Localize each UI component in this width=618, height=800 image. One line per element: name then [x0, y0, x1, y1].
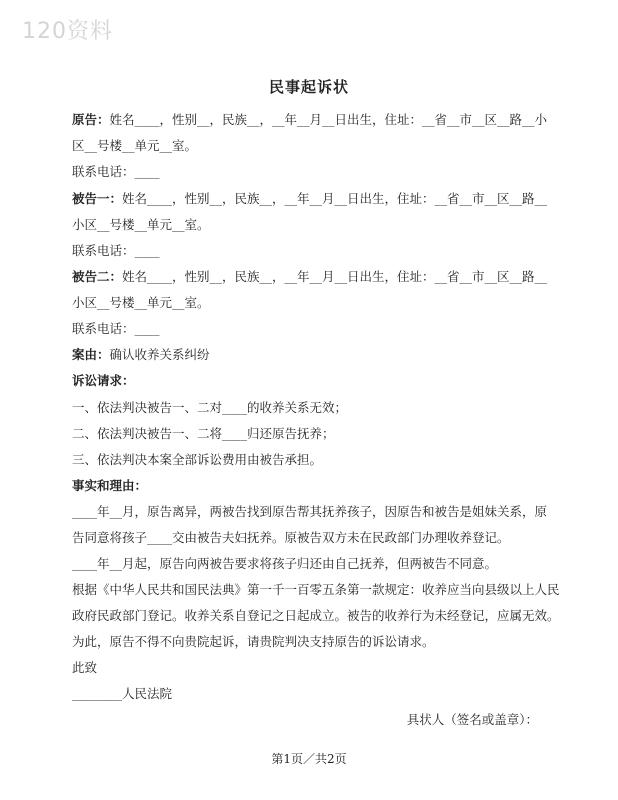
defendant2-phone: 联系电话：____	[72, 321, 160, 336]
facts-line-4: 根据《中华人民共和国民法典》第一千一百零五条第一款规定：收养应当向县级以上人民	[72, 582, 560, 597]
facts-line-3: ____年__月起，原告向两被告要求将孩子归还由自己抚养，但两被告不同意。	[72, 556, 498, 571]
facts-line-6: 为此，原告不得不向贵院起诉，请贵院判决支持原告的诉讼请求。	[72, 634, 435, 649]
defendant1-info: 姓名____，性别__，民族__，__年__月__日出生，住址：__省__市__区__路__	[122, 191, 548, 206]
court-name: ________人民法院	[72, 686, 173, 701]
claims-heading: 诉讼请求：	[72, 373, 135, 388]
plaintiff-label: 原告：	[72, 112, 110, 127]
page-number: 第1页／共2页	[271, 752, 347, 766]
document-title: 民事起诉状	[268, 78, 349, 96]
defendant2-line-1	[72, 267, 547, 285]
defendant1-phone: 联系电话：____	[72, 243, 160, 258]
defendant2-info: 姓名____，性别__，民族__，__年__月__日出生，住址：__省__市__区__路__	[122, 269, 548, 284]
plaintiff-line-2: 区__号楼__单元__室。	[72, 138, 198, 153]
defendant1-line-2: 小区__号楼__单元__室。	[72, 217, 210, 232]
defendant1-line-1	[72, 189, 547, 207]
facts-line-5: 政府民政部门登记。收养关系自登记之日起成立。被告的收养行为未经登记，应属无效。	[72, 608, 560, 623]
plaintiff-info: 姓名____，性别__，民族__，__年__月__日出生，住址：__省__市__区__路__小	[109, 112, 548, 127]
cause-line	[72, 345, 210, 363]
claim-item-1: 一、依法判决被告一、二对____的收养关系无效；	[72, 400, 348, 415]
facts-heading: 事实和理由：	[72, 478, 148, 493]
defendant2-label: 被告二：	[72, 269, 123, 284]
defendant2-line-2: 小区__号楼__单元__室。	[72, 295, 210, 310]
facts-line-1: ____年__月，原告离异，两被告找到原告帮其抚养孩子，因原告和被告是姐妹关系，原	[72, 504, 548, 519]
claim-item-2: 二、依法判决被告一、二将____归还原告抚养；	[72, 426, 335, 441]
salutation: 此致	[72, 660, 98, 675]
facts-line-2: 告同意将孩子____交由被告夫妇抚养。原被告双方未在民政部门办理收养登记。	[72, 530, 510, 545]
signature-line: 具状人（签名或盖章）：	[406, 712, 538, 727]
claim-item-3: 三、依法判决本案全部诉讼费用由被告承担。	[72, 452, 323, 467]
defendant1-label: 被告一：	[72, 191, 123, 206]
watermark: 120资料	[22, 19, 113, 44]
cause-label: 案由：	[72, 347, 110, 362]
plaintiff-phone: 联系电话：____	[72, 164, 160, 179]
plaintiff-line-1	[72, 110, 547, 128]
cause-text: 确认收养关系纠纷	[109, 347, 210, 362]
